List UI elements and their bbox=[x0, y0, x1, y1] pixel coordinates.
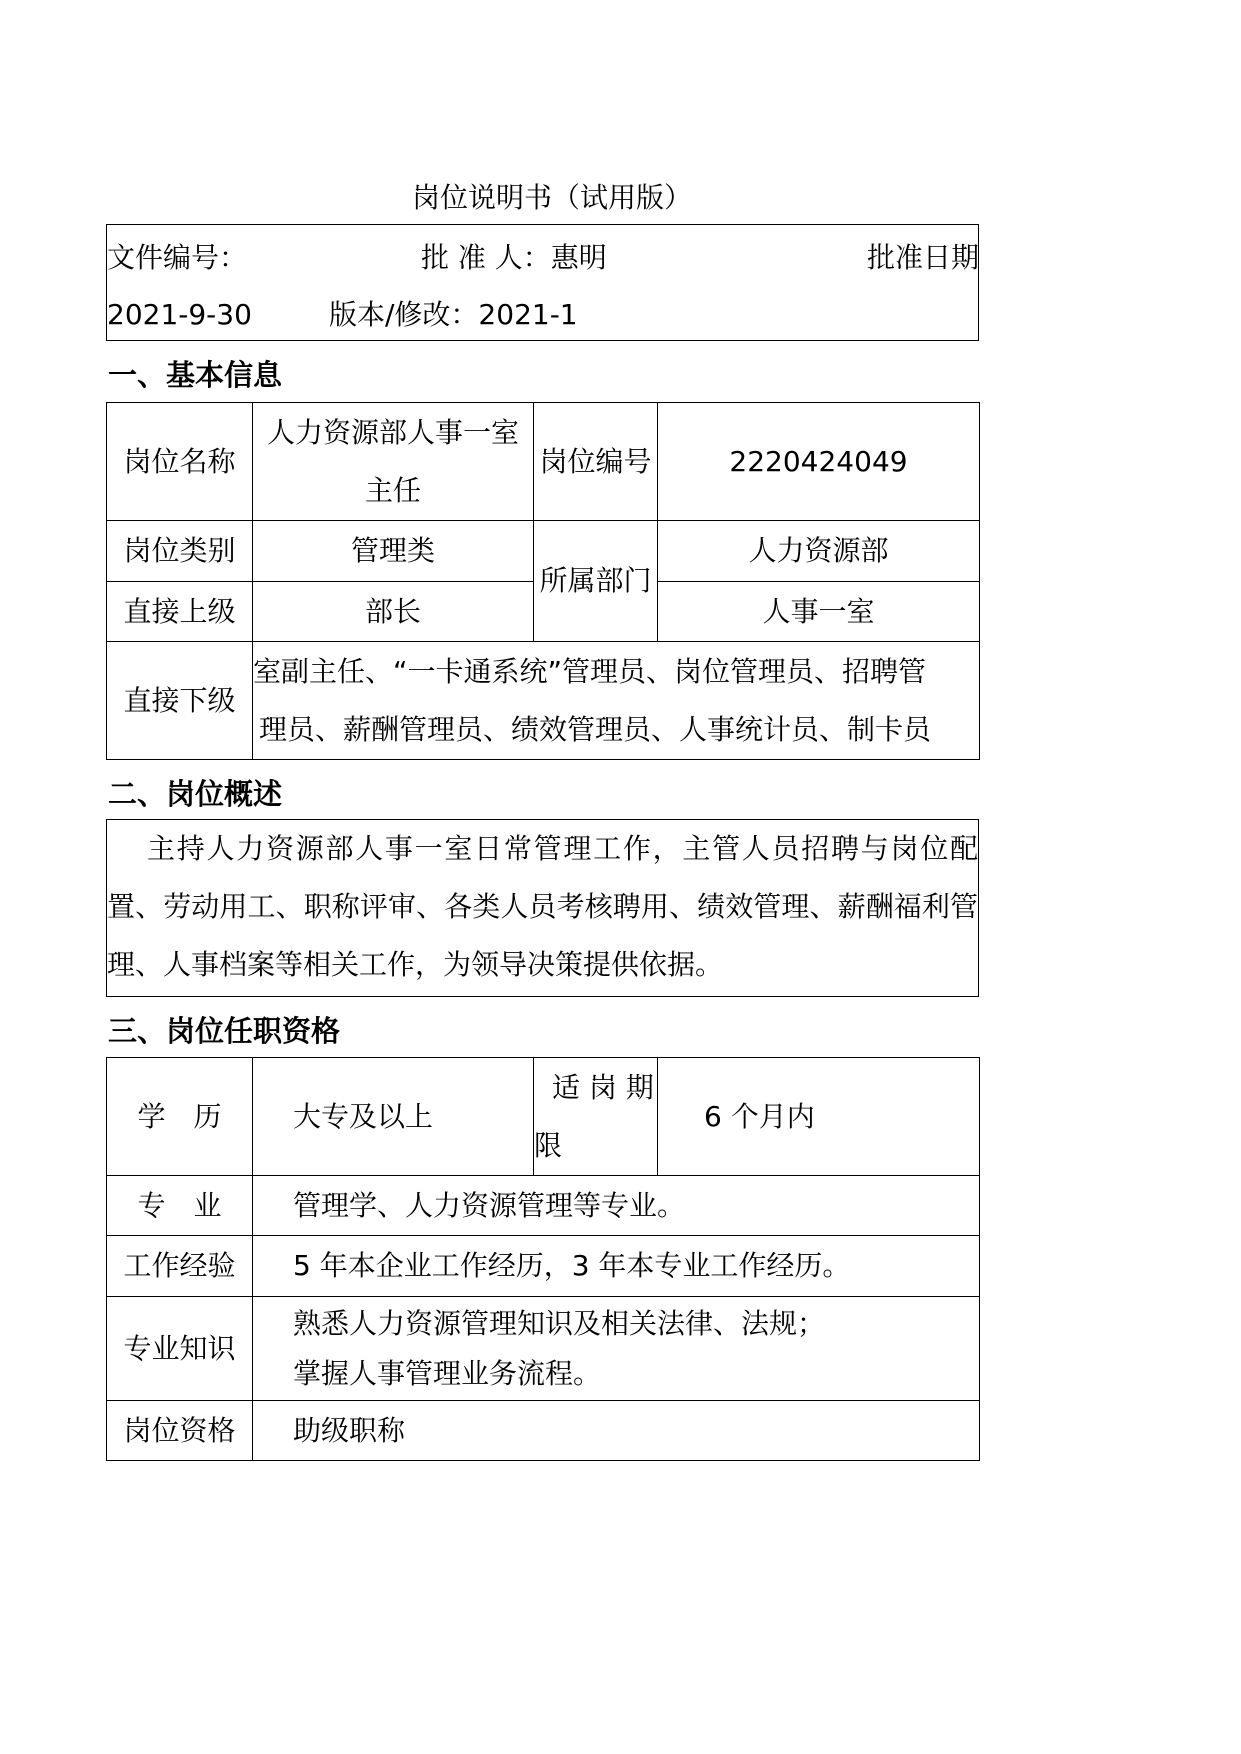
table-row bbox=[107, 1058, 980, 1176]
knowledge-line2: 掌握人事管理业务流程。 bbox=[293, 1356, 602, 1390]
major: 管理学、人力资源管理等专业。 bbox=[253, 1176, 980, 1236]
position-overview-text: 主持人力资源部人事一室日常管理工作，主管人员招聘与岗位配置、劳动用工、职称评审、各类人员考核聘用、绩效管理、薪酬福利管理、人事档案等相关工作，为领导决策提供依据。 bbox=[106, 819, 979, 997]
document-header-box bbox=[106, 224, 979, 341]
basic-info-table bbox=[106, 402, 980, 760]
adapt-period-label-line2: 限 bbox=[534, 1128, 563, 1162]
version: 版本/修改：2021-1 bbox=[329, 298, 578, 331]
table-row bbox=[107, 521, 980, 582]
approver: 批 准 人：惠明 bbox=[421, 241, 607, 274]
education-label: 学 历 bbox=[107, 1058, 253, 1176]
table-row bbox=[107, 642, 980, 760]
subordinates-line2: 理员、薪酬管理员、绩效管理员、人事统计员、制卡员 bbox=[259, 712, 932, 746]
position-number: 2220424049 bbox=[658, 403, 980, 521]
position-name-label: 岗位名称 bbox=[107, 403, 253, 521]
category-label: 岗位类别 bbox=[107, 521, 253, 582]
document-title: 岗位说明书（试用版） bbox=[411, 181, 692, 214]
table-row bbox=[107, 1236, 980, 1297]
major-label: 专 业 bbox=[107, 1176, 253, 1236]
section-heading-basic-info: 一、基本信息 bbox=[108, 358, 283, 392]
superior: 部长 bbox=[253, 582, 534, 642]
adapt-period: 6 个月内 bbox=[658, 1058, 980, 1176]
approve-date-label: 批准日期 bbox=[867, 241, 980, 274]
knowledge-label: 专业知识 bbox=[107, 1297, 253, 1401]
department: 人力资源部 bbox=[658, 521, 980, 582]
section-heading-qualifications: 三、岗位任职资格 bbox=[108, 1014, 341, 1048]
section-heading-overview: 二、岗位概述 bbox=[108, 777, 283, 811]
experience: 5 年本企业工作经历，3 年本专业工作经历。 bbox=[253, 1236, 980, 1297]
subordinates-cell bbox=[253, 642, 980, 760]
adapt-period-label-line1: 适 岗 期 bbox=[552, 1070, 654, 1104]
qualifications-table bbox=[106, 1057, 980, 1461]
education: 大专及以上 bbox=[253, 1058, 534, 1176]
sub-department: 人事一室 bbox=[658, 582, 980, 642]
table-row bbox=[107, 1401, 980, 1461]
knowledge-cell bbox=[253, 1297, 980, 1401]
department-label: 所属部门 bbox=[534, 521, 658, 642]
position-name-line1: 人力资源部人事一室 bbox=[266, 415, 519, 449]
position-name-line2: 主任 bbox=[364, 473, 421, 507]
knowledge-line1: 熟悉人力资源管理知识及相关法律、法规； bbox=[293, 1306, 826, 1340]
category: 管理类 bbox=[253, 521, 534, 582]
qualification: 助级职称 bbox=[253, 1401, 980, 1461]
superior-label: 直接上级 bbox=[107, 582, 253, 642]
subordinates-label: 直接下级 bbox=[107, 642, 253, 760]
table-row bbox=[107, 1176, 980, 1236]
position-number-label: 岗位编号 bbox=[534, 403, 658, 521]
subordinates-line1: 室副主任、“一卡通系统”管理员、岗位管理员、招聘管 bbox=[253, 654, 927, 688]
table-row bbox=[107, 403, 980, 521]
adapt-period-label-cell bbox=[534, 1058, 658, 1176]
experience-label: 工作经验 bbox=[107, 1236, 253, 1297]
file-number-label: 文件编号： bbox=[107, 241, 248, 274]
approve-date: 2021-9-30 bbox=[107, 298, 252, 331]
table-row bbox=[107, 1297, 980, 1401]
qualification-label: 岗位资格 bbox=[107, 1401, 253, 1461]
position-name-cell bbox=[253, 403, 534, 521]
